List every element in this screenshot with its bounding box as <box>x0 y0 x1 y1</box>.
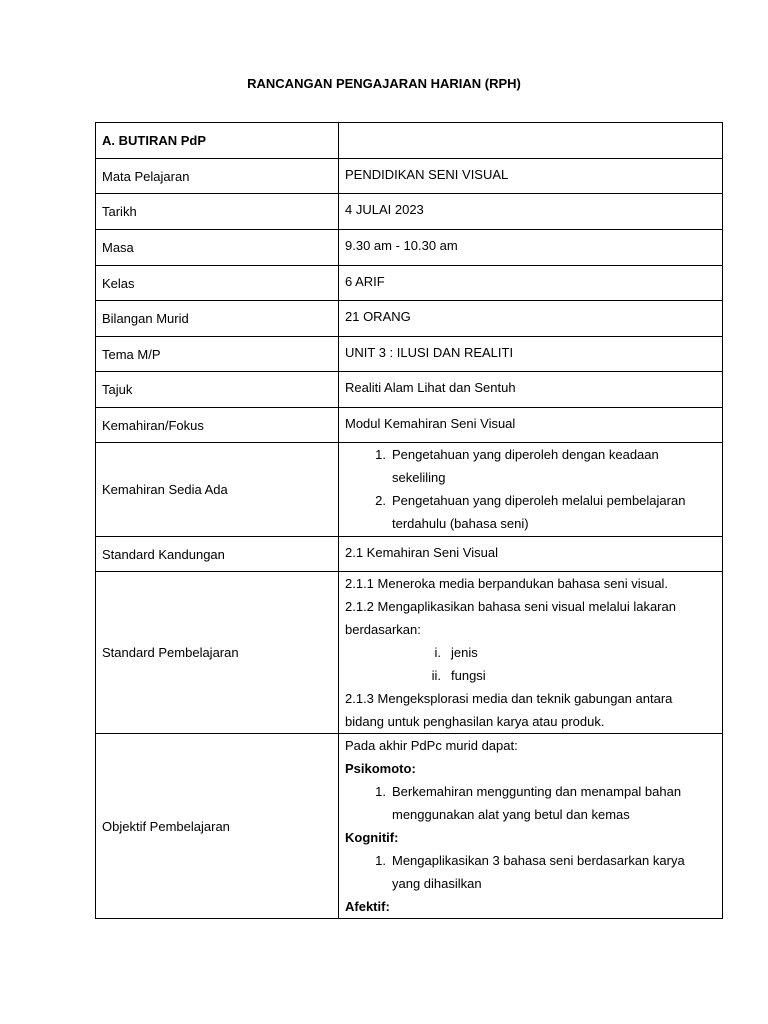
list-item: 2. Pengetahuan yang diperoleh melalui pembelajaran terdahulu (bahasa seni) <box>375 493 686 531</box>
table-row <box>96 337 723 372</box>
row-value: 6 ARIF <box>339 266 723 301</box>
table-row-objektif <box>96 734 723 919</box>
row-label: Kemahiran/Fokus <box>96 408 339 443</box>
row-label: Tarikh <box>96 194 339 230</box>
table-row <box>96 537 723 572</box>
table-row <box>96 194 723 230</box>
rph-table <box>95 122 723 919</box>
row-value: Realiti Alam Lihat dan Sentuh <box>339 372 723 408</box>
page-title: RANCANGAN PENGAJARAN HARIAN (RPH) <box>247 76 521 91</box>
list-item: ii. fungsi <box>431 668 486 683</box>
list-item: 1. Berkemahiran menggunting dan menampal bahan menggunakan alat yang betul dan kemas <box>375 784 682 822</box>
row-value: 2.1 Kemahiran Seni Visual <box>339 537 723 572</box>
kognitif-heading: Kognitif: <box>345 830 399 845</box>
row-label: Kelas <box>96 266 339 301</box>
table-row <box>96 372 723 408</box>
row-label: Bilangan Murid <box>96 301 339 337</box>
row-label: Mata Pelajaran <box>96 159 339 194</box>
row-value: 4 JULAI 2023 <box>339 194 723 230</box>
section-heading-value <box>339 123 723 159</box>
table-row <box>96 408 723 443</box>
row-label: Standard Kandungan <box>96 537 339 572</box>
table-row-standard-pembelajaran <box>96 572 723 734</box>
row-value: UNIT 3 : ILUSI DAN REALITI <box>339 337 723 372</box>
list-item: 1. Mengaplikasikan 3 bahasa seni berdasarkan karya yang dihasilkan <box>375 853 685 891</box>
row-label: Masa <box>96 230 339 266</box>
row-label: Kemahiran Sedia Ada <box>96 443 339 537</box>
row-label: Standard Pembelajaran <box>96 572 339 734</box>
list-item: i. jenis <box>434 645 478 660</box>
objektif-content: Pada akhir PdPc murid dapat: Psikomoto: 1. Berkemahiran menggunting dan menampal bahan menggunakan alat yang betul dan kemas Kognitif: 1. Mengaplikasikan 3 bahasa seni berdasarkan karya yang dihasilkan Afektif: <box>339 734 723 919</box>
row-value: Modul Kemahiran Seni Visual <box>339 408 723 443</box>
list-item: 1. Pengetahuan yang diperoleh dengan keadaan sekeliling <box>375 447 659 485</box>
standard-pembelajaran-content: 2.1.1 Meneroka media berpandukan bahasa seni visual. 2.1.2 Mengaplikasikan bahasa seni visual melalui lakaran berdasarkan: i. jenis ii. fungsi 2.1.3 Mengeksplorasi media dan teknik gabungan antara bidang untuk penghasilan karya atau produk. <box>339 572 723 734</box>
section-heading: A. BUTIRAN PdP <box>96 123 339 159</box>
table-row-sedia-ada <box>96 443 723 537</box>
sedia-ada-list <box>339 443 723 537</box>
row-value: PENDIDIKAN SENI VISUAL <box>339 159 723 194</box>
table-row-header <box>96 123 723 159</box>
table-row <box>96 159 723 194</box>
psikomoto-heading: Psikomoto: <box>345 761 416 776</box>
row-label: Objektif Pembelajaran <box>96 734 339 919</box>
row-label: Tema M/P <box>96 337 339 372</box>
table-row <box>96 230 723 266</box>
row-value: 21 ORANG <box>339 301 723 337</box>
table-row <box>96 301 723 337</box>
afektif-heading: Afektif: <box>345 899 390 914</box>
row-label: Tajuk <box>96 372 339 408</box>
row-value: 9.30 am - 10.30 am <box>339 230 723 266</box>
table-row <box>96 266 723 301</box>
